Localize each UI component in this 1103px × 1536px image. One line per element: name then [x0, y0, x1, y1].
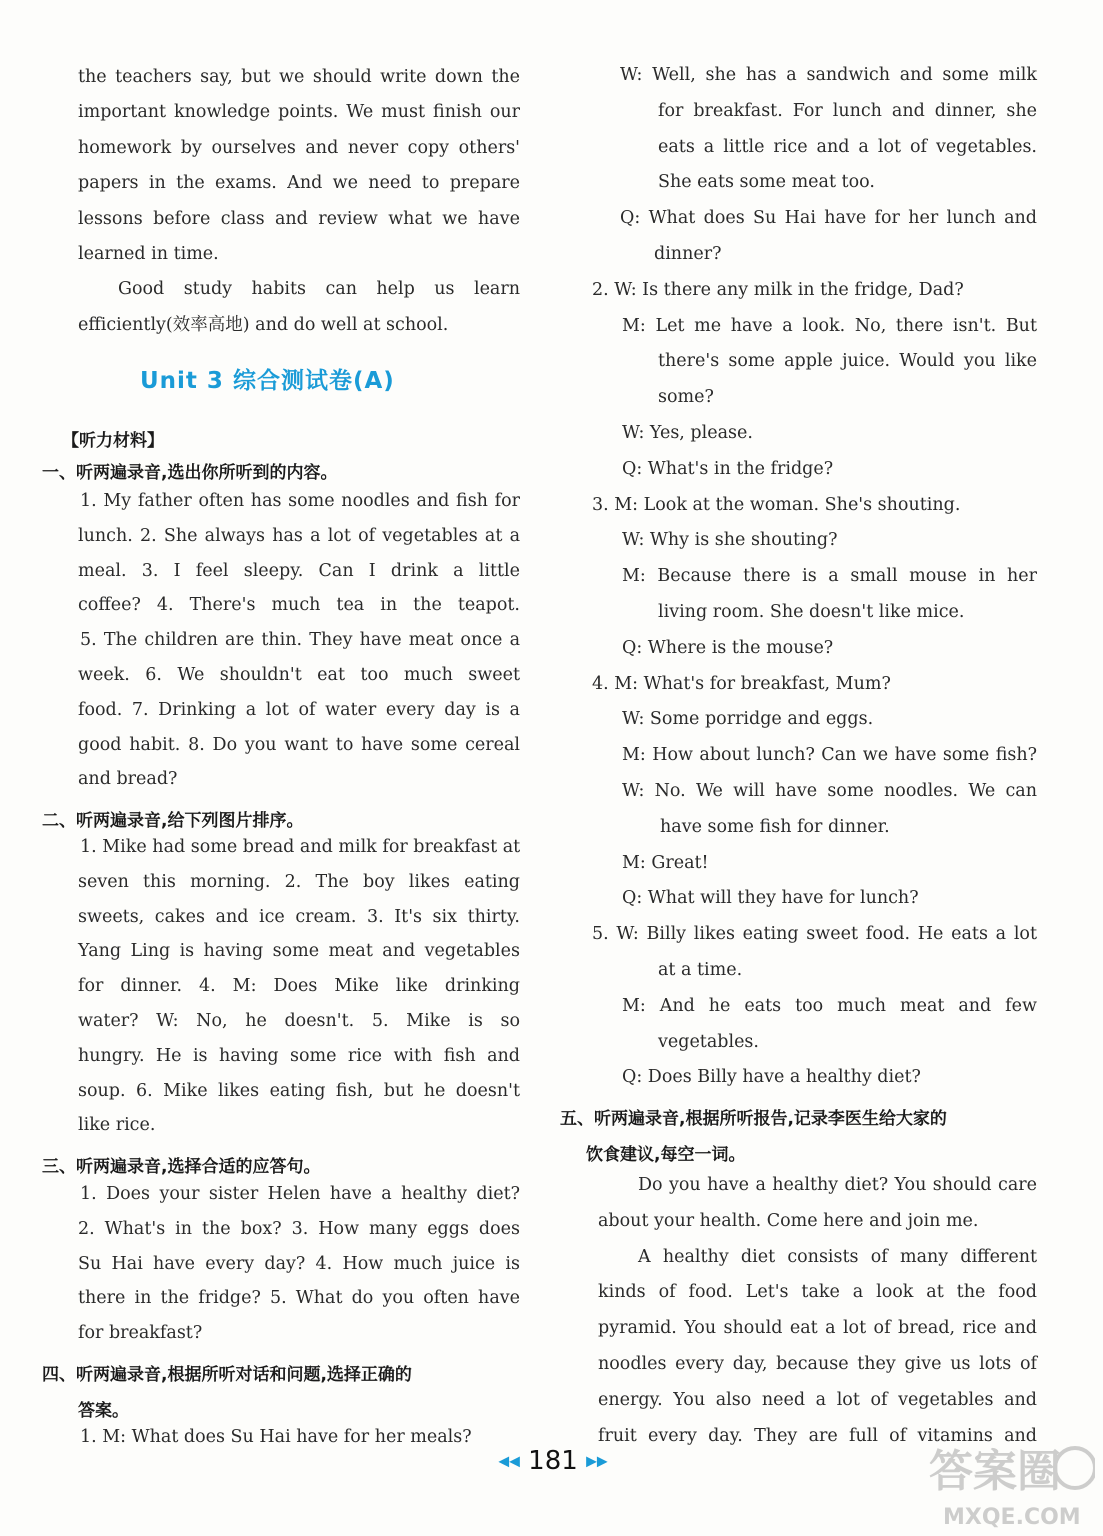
- watermark-logo: [925, 1438, 1095, 1530]
- section-2-line: sweets, cakes and ice cream. 3. It's six thirty.: [78, 906, 520, 927]
- section-5-heading-cont: 饮食建议,每空一词。: [586, 1145, 746, 1165]
- report-line: A healthy diet consists of many different: [638, 1246, 1037, 1267]
- report-line: about your health. Come here and join me.: [598, 1210, 979, 1231]
- intro-line: the teachers say, but we should write down the: [78, 67, 520, 87]
- section-2-line: seven this morning. 2. The boy likes eating: [78, 871, 520, 892]
- section-3-heading: 三、听两遍录音,选择合适的应答句。: [42, 1157, 321, 1177]
- dialog-line: Q: Where is the mouse?: [622, 637, 834, 658]
- dialog-line: Q: What does Su Hai have for her lunch and: [620, 208, 1037, 229]
- section-1-line: 1. My father often has some noodles and fish for: [80, 491, 520, 511]
- report-line: kinds of food. Let's take a look at the food: [598, 1282, 1037, 1303]
- section-2-line: for dinner. 4. M: Does Mike like drinking: [78, 976, 520, 997]
- section-1-line: lunch. 2. She always has a lot of vegetables at a: [78, 525, 520, 546]
- dialog-line: 5. W: Billy likes eating sweet food. He eats a lot: [592, 924, 1037, 945]
- section-1-line: week. 6. We shouldn't eat too much sweet: [78, 665, 520, 685]
- intro-line: important knowledge points. We must finish our: [78, 102, 520, 123]
- dialog-line: 4. M: What's for breakfast, Mum?: [592, 673, 891, 694]
- dialog-line: W: No. We will have some noodles. We can: [622, 781, 1037, 801]
- dialog-line: dinner?: [654, 244, 722, 264]
- section-2-line: water? W: No, he doesn't. 5. Mike is so: [78, 1011, 520, 1031]
- page-number-footer: [478, 1446, 628, 1476]
- dialog-line: Q: What will they have for lunch?: [622, 888, 919, 909]
- section-2-line: hungry. He is having some rice with fish and: [78, 1045, 520, 1066]
- dialog-line: eats a little rice and a lot of vegetables.: [658, 136, 1037, 157]
- closing-line: efficiently(效率高地) and do well at school.: [78, 314, 449, 335]
- section-2-line: 1. Mike had some bread and milk for breakfast at: [80, 837, 521, 857]
- dialog-line: W: Yes, please.: [622, 423, 753, 443]
- report-line: noodles every day, because they give us lots of: [598, 1354, 1037, 1374]
- section-3-line: for breakfast?: [78, 1323, 203, 1344]
- section-2-line: like rice.: [78, 1115, 156, 1136]
- dialog-line: there's some apple juice. Would you like: [658, 351, 1037, 372]
- section-3-line: there in the fridge? 5. What do you often have: [78, 1288, 520, 1309]
- listening-label: 【听力材料】: [62, 431, 164, 451]
- report-line: fruit every day. They are full of vitamins and: [598, 1425, 1037, 1446]
- dialog-line: living room. She doesn't like mice.: [658, 602, 965, 622]
- dialog-line: M: Great!: [622, 852, 709, 873]
- watermark-url: MXQE.COM: [943, 1505, 1081, 1530]
- dialog-line: W: Well, she has a sandwich and some milk: [620, 65, 1037, 85]
- section-2-line: Yang Ling is having some meat and vegetables: [78, 941, 520, 962]
- dialog-line: Q: What's in the fridge?: [622, 458, 834, 479]
- unit-title: Unit 3 综合测试卷(A): [140, 368, 395, 394]
- dialog-line: W: Why is she shouting?: [622, 530, 838, 551]
- intro-line: homework by ourselves and never copy others': [78, 137, 520, 158]
- section-2-heading: 二、听两遍录音,给下列图片排序。: [42, 811, 304, 831]
- prev-arrows-icon: ◀◀: [498, 1453, 520, 1470]
- dialog-line: vegetables.: [658, 1031, 759, 1052]
- closing-line: Good study habits can help us learn: [118, 279, 520, 300]
- dialog-line: M: Because there is a small mouse in her: [622, 566, 1037, 587]
- section-3-line: Su Hai have every day? 4. How much juice is: [78, 1253, 520, 1274]
- dialog-line: W: Some porridge and eggs.: [622, 709, 874, 730]
- section-4-heading: 四、听两遍录音,根据所听对话和问题,选择正确的: [42, 1365, 412, 1385]
- section-5-heading: 五、听两遍录音,根据所听报告,记录李医生给大家的: [560, 1109, 947, 1129]
- dialog-line: some?: [658, 387, 714, 408]
- dialog-line: M: How about lunch? Can we have some fish?: [622, 745, 1037, 766]
- section-2-line: soup. 6. Mike likes eating fish, but he doesn't: [78, 1080, 520, 1101]
- dialog-line: M: Let me have a look. No, there isn't. But: [622, 315, 1037, 336]
- page-number: 181: [528, 1446, 578, 1476]
- section-1-line: 5. The children are thin. They have meat once a: [80, 630, 520, 651]
- section-3-line: 1. Does your sister Helen have a healthy diet?: [80, 1184, 520, 1204]
- intro-line: papers in the exams. And we need to prepare: [78, 173, 520, 194]
- section-4-line: 1. M: What does Su Hai have for her meals?: [80, 1427, 472, 1447]
- section-1-line: and bread?: [78, 769, 178, 790]
- section-4-heading-cont: 答案。: [78, 1401, 129, 1421]
- report-line: energy. You also need a lot of vegetables and: [598, 1389, 1037, 1410]
- section-1-line: food. 7. Drinking a lot of water every day is a: [78, 699, 520, 720]
- intro-line: learned in time.: [78, 244, 219, 264]
- report-line: pyramid. You should eat a lot of bread, rice and: [598, 1318, 1037, 1339]
- dialog-line: have some fish for dinner.: [660, 816, 890, 837]
- dialog-line: Q: Does Billy have a healthy diet?: [622, 1067, 921, 1088]
- dialog-line: at a time.: [658, 960, 743, 980]
- dialog-line: 3. M: Look at the woman. She's shouting.: [592, 494, 961, 515]
- report-line: Do you have a healthy diet? You should care: [638, 1175, 1037, 1195]
- section-1-line: coffee? 4. There's much tea in the teapot.: [78, 595, 520, 616]
- next-arrows-icon: ▶▶: [586, 1453, 608, 1470]
- dialog-line: 2. W: Is there any milk in the fridge, Dad?: [592, 279, 964, 300]
- section-1-heading: 一、听两遍录音,选出你所听到的内容。: [42, 463, 338, 483]
- dialog-line: for breakfast. For lunch and dinner, she: [658, 100, 1037, 121]
- section-3-line: 2. What's in the box? 3. How many eggs does: [78, 1218, 520, 1239]
- watermark-text: 答案圈: [929, 1446, 1061, 1497]
- intro-line: lessons before class and review what we have: [78, 208, 520, 229]
- dialog-line: She eats some meat too.: [658, 172, 875, 193]
- section-1-line: good habit. 8. Do you want to have some cereal: [78, 734, 520, 755]
- section-1-line: meal. 3. I feel sleepy. Can I drink a little: [78, 560, 520, 581]
- dialog-line: M: And he eats too much meat and few: [622, 995, 1037, 1016]
